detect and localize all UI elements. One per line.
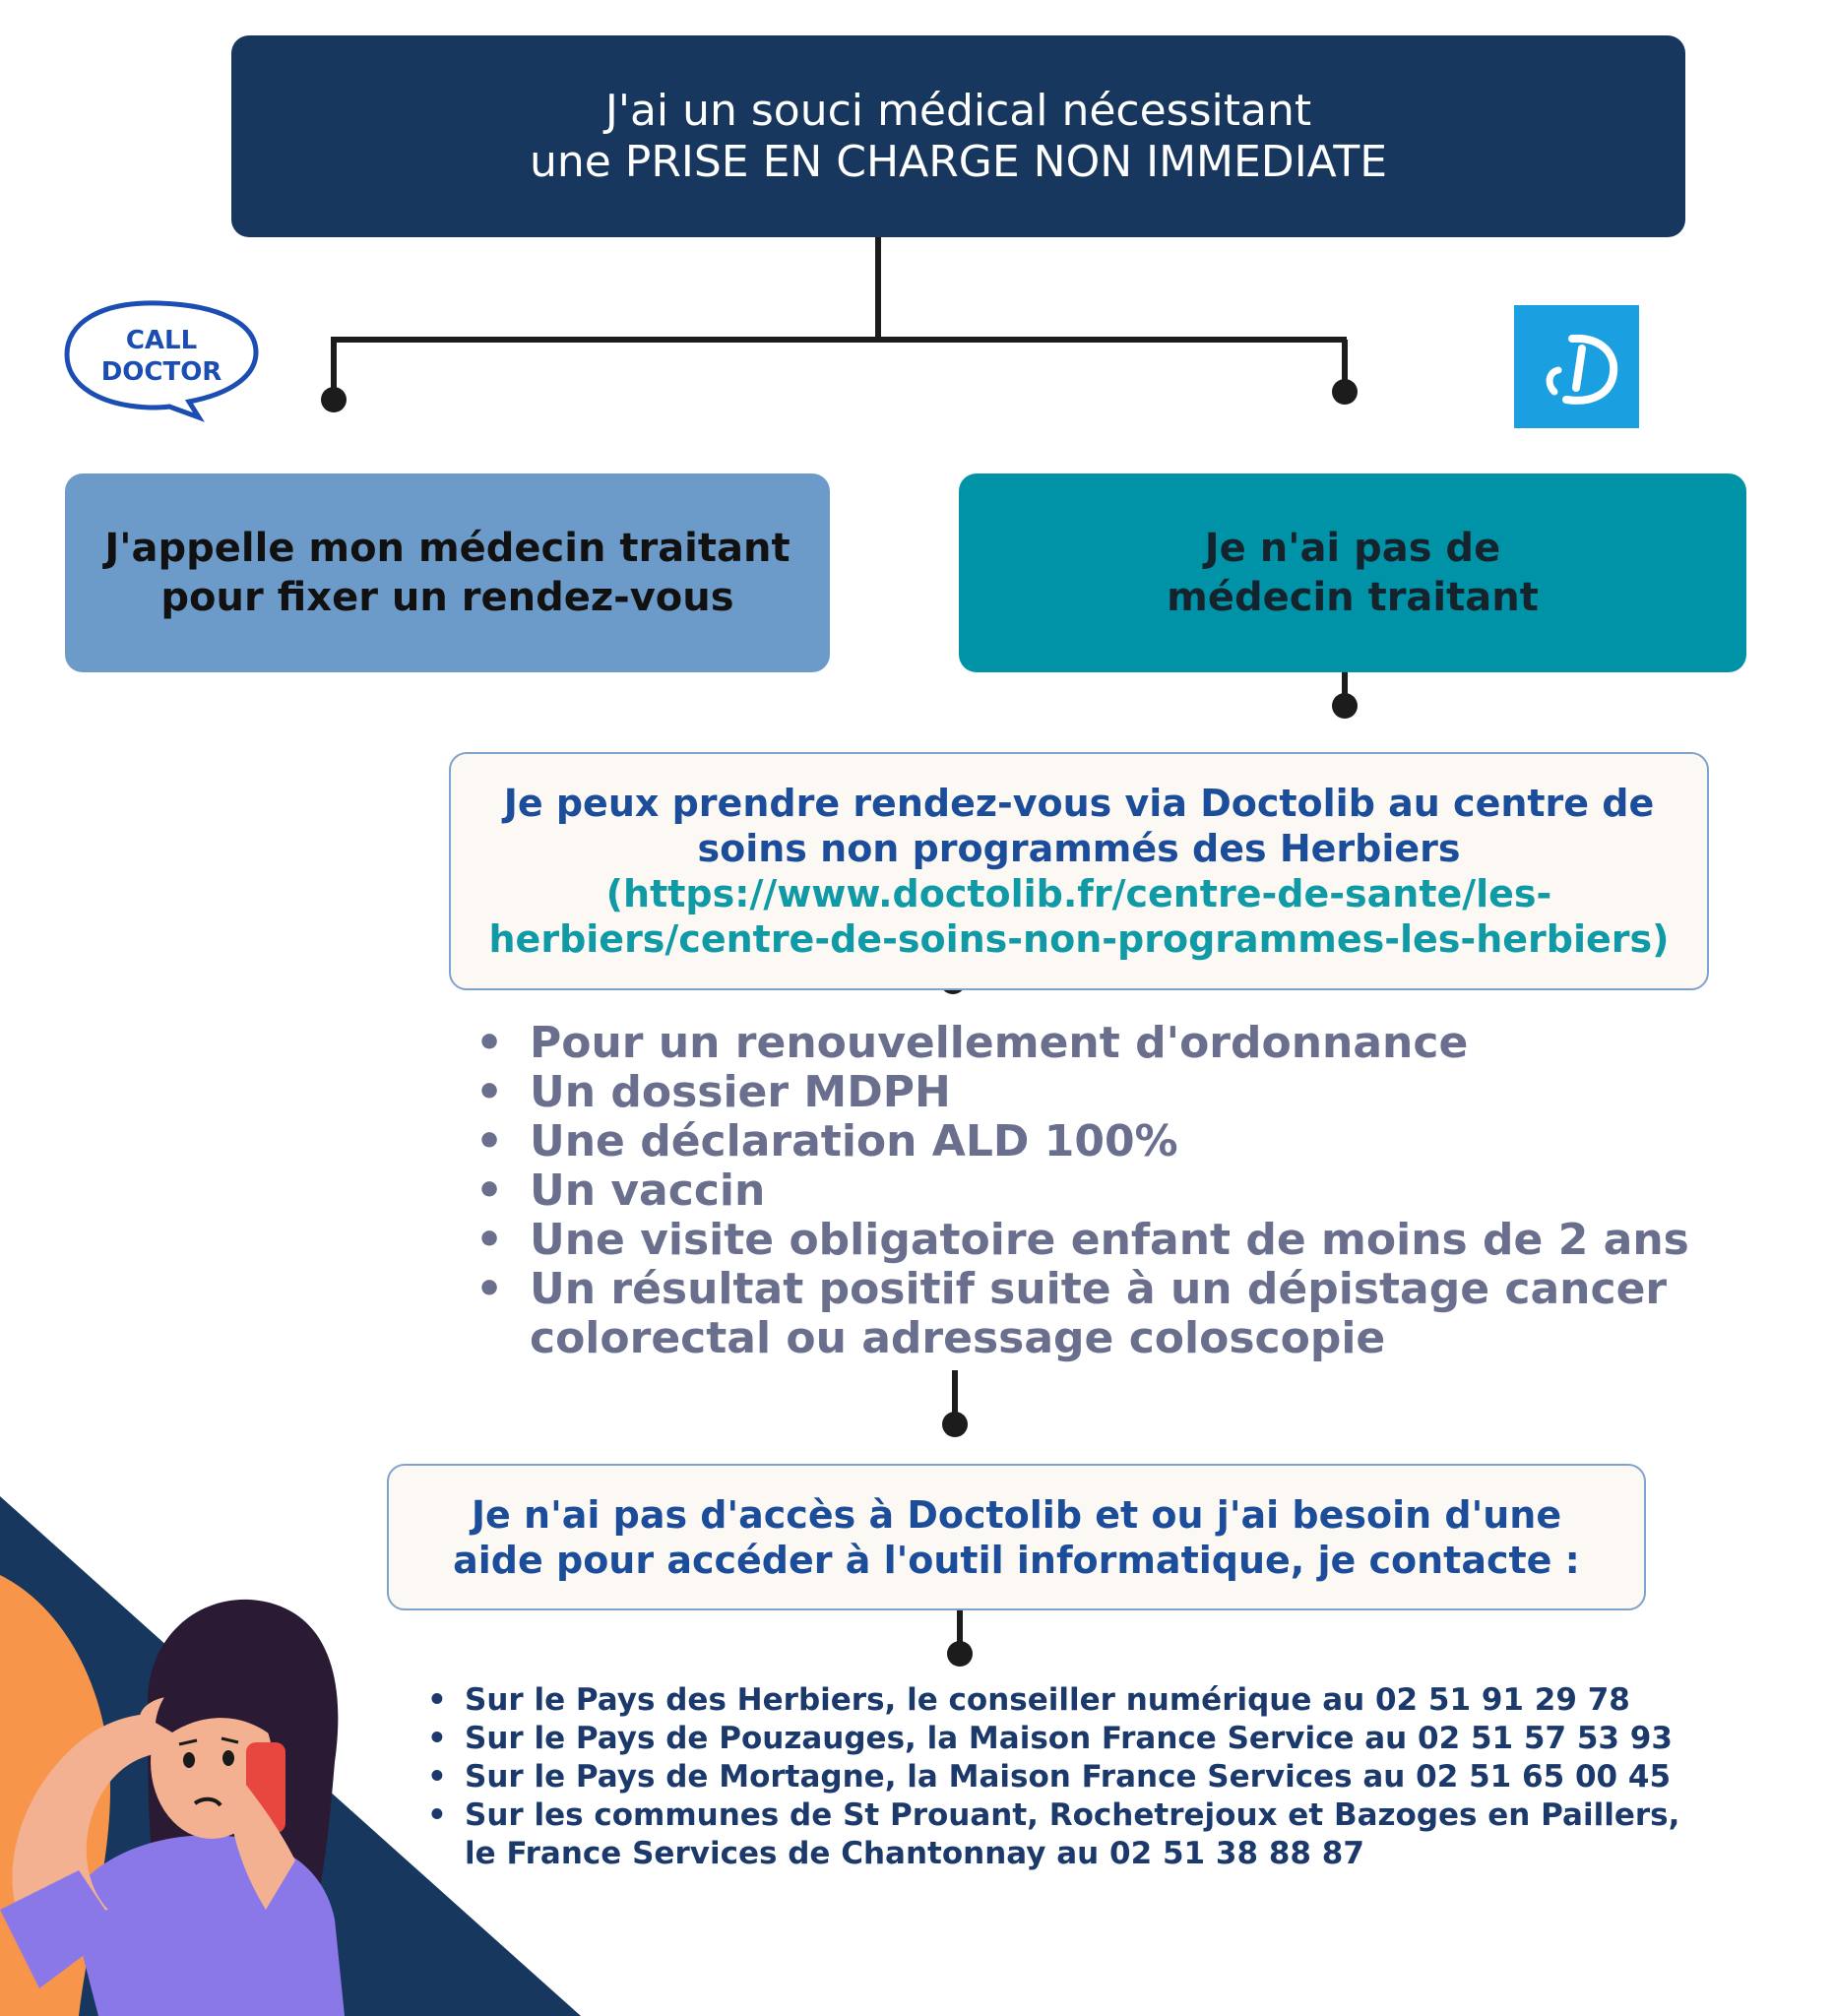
contact-item: • Sur le Pays des Herbiers, le conseiller numérique au 02 51 91 29 78 <box>425 1681 1813 1720</box>
contact-item <box>425 1796 1813 1873</box>
connector-dot <box>1332 379 1358 405</box>
no-access-line2: aide pour accéder à l'outil informatique, je contacte : <box>453 1538 1580 1582</box>
doctolib-logo-icon <box>1514 305 1639 428</box>
reason-item: • Pour un renouvellement d'ordonnance <box>473 1019 1752 1068</box>
main-question-line1: J'ai un souci médical nécessitant <box>604 85 1312 136</box>
connector-dot <box>321 387 347 412</box>
doctolib-info-line1: Je peux prendre rendez-vous via Doctolib au centre de <box>503 782 1655 825</box>
contacts-list <box>425 1681 1813 1873</box>
call-doctor-option-box <box>65 473 830 672</box>
doctolib-link-line1[interactable]: (https://www.doctolib.fr/centre-de-sante/les- <box>605 872 1552 915</box>
reason-item <box>473 1265 1752 1363</box>
reason-item: • Un vaccin <box>473 1166 1752 1216</box>
reason-item: • Une visite obligatoire enfant de moins de 2 ans <box>473 1216 1752 1265</box>
main-question-prefix: une <box>529 136 625 187</box>
reason-item: • Une déclaration ALD 100% <box>473 1117 1752 1166</box>
worried-woman-phone-illustration <box>0 1496 591 2016</box>
main-question-box <box>231 35 1685 237</box>
main-question-emphasis: PRISE EN CHARGE NON IMMEDIATE <box>624 136 1388 187</box>
contact-item-line2: le France Services de Chantonnay au 02 51 38 88 87 <box>465 1836 1364 1871</box>
call-doctor-option-line2: pour fixer un rendez-vous <box>160 575 734 620</box>
doctolib-link-line2[interactable]: herbiers/centre-de-soins-non-programmes-les-herbiers) <box>488 917 1670 961</box>
main-question-line2 <box>530 137 1387 188</box>
no-doctor-option-box <box>959 473 1746 672</box>
call-doctor-icon <box>61 295 263 423</box>
reasons-list <box>473 1019 1752 1363</box>
doctolib-info-box <box>449 752 1709 990</box>
contact-item: • Sur le Pays de Mortagne, la Maison France Services au 02 51 65 00 45 <box>425 1758 1813 1796</box>
contact-item-line1: Sur les communes de St Prouant, Rochetrejoux et Bazoges en Paillers, <box>465 1797 1680 1833</box>
reason-item-line2: colorectal ou adressage coloscopie <box>530 1313 1386 1363</box>
call-doctor-line2: DOCTOR <box>100 357 222 387</box>
call-doctor-option-line1: J'appelle mon médecin traitant <box>104 526 791 571</box>
call-doctor-line1: CALL <box>125 326 198 355</box>
no-access-line1: Je n'ai pas d'accès à Doctolib et ou j'ai besoin d'une <box>471 1492 1562 1537</box>
contact-item: • Sur le Pays de Pouzauges, la Maison France Service au 02 51 57 53 93 <box>425 1720 1813 1758</box>
connector-dot <box>942 1412 968 1437</box>
no-doctor-option-line1: Je n'ai pas de <box>1204 526 1501 571</box>
no-doctor-option-line2: médecin traitant <box>1167 575 1539 620</box>
connector-dot <box>947 1641 973 1667</box>
connector-dot <box>1332 693 1358 719</box>
doctolib-info-line2: soins non programmés des Herbiers <box>697 827 1461 870</box>
reason-item-line1: Un résultat positif suite à un dépistage cancer <box>530 1264 1668 1314</box>
reason-item: • Un dossier MDPH <box>473 1068 1752 1117</box>
